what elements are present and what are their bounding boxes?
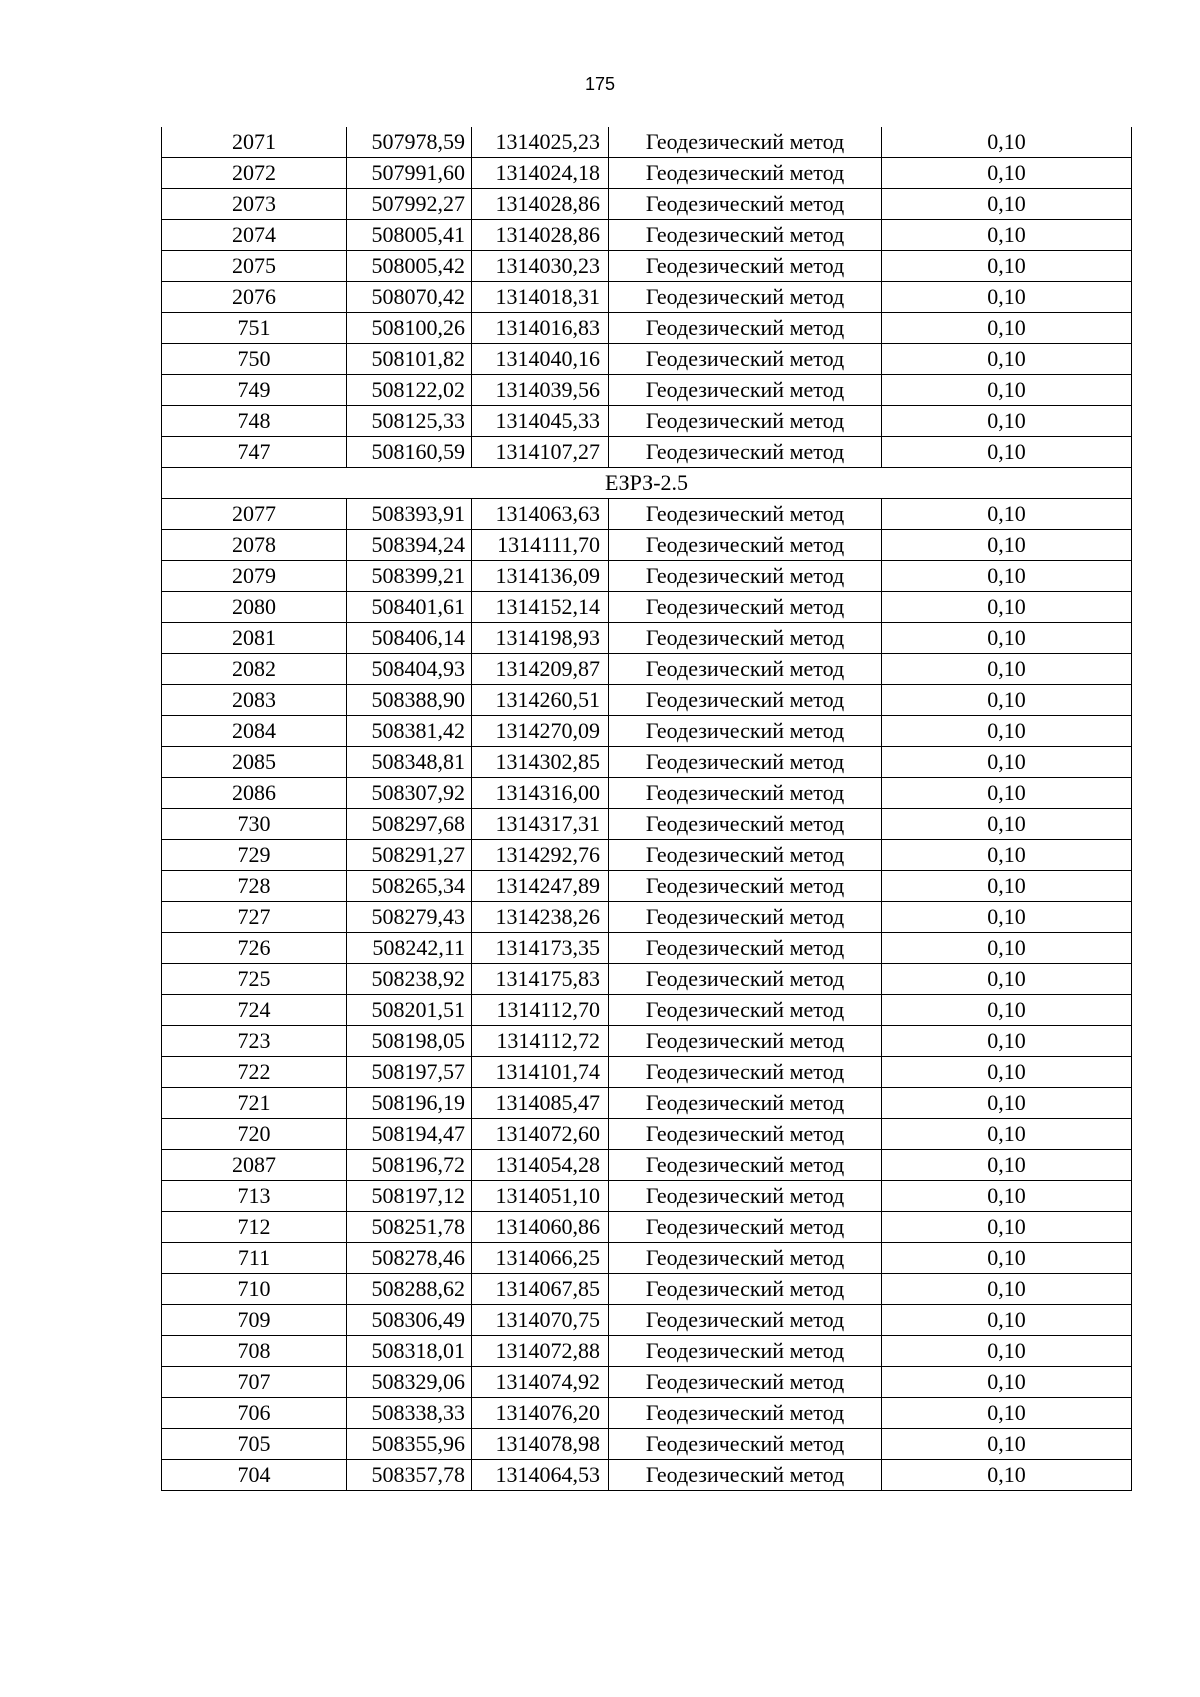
- y-coordinate-cell: 1314074,92: [472, 1367, 609, 1398]
- point-number-cell: 712: [162, 1212, 347, 1243]
- coordinates-table-body: [162, 127, 1132, 1491]
- accuracy-cell: 0,10: [882, 840, 1132, 871]
- point-number-cell: 709: [162, 1305, 347, 1336]
- accuracy-cell: 0,10: [882, 1026, 1132, 1057]
- method-cell: Геодезический метод: [609, 1429, 882, 1460]
- point-number-cell: 730: [162, 809, 347, 840]
- method-cell: Геодезический метод: [609, 1057, 882, 1088]
- x-coordinate-cell: 508125,33: [347, 406, 472, 437]
- method-cell: Геодезический метод: [609, 1150, 882, 1181]
- accuracy-cell: 0,10: [882, 995, 1132, 1026]
- x-coordinate-cell: 508197,12: [347, 1181, 472, 1212]
- accuracy-cell: 0,10: [882, 1057, 1132, 1088]
- point-number-cell: 2079: [162, 561, 347, 592]
- method-cell: Геодезический метод: [609, 251, 882, 282]
- accuracy-cell: 0,10: [882, 1336, 1132, 1367]
- table-row: [162, 282, 1132, 313]
- method-cell: Геодезический метод: [609, 747, 882, 778]
- table-row: [162, 1057, 1132, 1088]
- method-cell: Геодезический метод: [609, 189, 882, 220]
- point-number-cell: 723: [162, 1026, 347, 1057]
- x-coordinate-cell: 508196,72: [347, 1150, 472, 1181]
- method-cell: Геодезический метод: [609, 995, 882, 1026]
- table-row: [162, 406, 1132, 437]
- y-coordinate-cell: 1314173,35: [472, 933, 609, 964]
- method-cell: Геодезический метод: [609, 499, 882, 530]
- table-row: [162, 716, 1132, 747]
- table-row: [162, 1212, 1132, 1243]
- point-number-cell: 707: [162, 1367, 347, 1398]
- point-number-cell: 704: [162, 1460, 347, 1491]
- accuracy-cell: 0,10: [882, 933, 1132, 964]
- method-cell: Геодезический метод: [609, 1026, 882, 1057]
- section-header-row: [162, 468, 1132, 499]
- method-cell: Геодезический метод: [609, 840, 882, 871]
- point-number-cell: 2078: [162, 530, 347, 561]
- method-cell: Геодезический метод: [609, 282, 882, 313]
- point-number-cell: 748: [162, 406, 347, 437]
- table-row: [162, 1088, 1132, 1119]
- method-cell: Геодезический метод: [609, 1088, 882, 1119]
- x-coordinate-cell: 508388,90: [347, 685, 472, 716]
- y-coordinate-cell: 1314238,26: [472, 902, 609, 933]
- x-coordinate-cell: 508122,02: [347, 375, 472, 406]
- table-row: [162, 592, 1132, 623]
- method-cell: Геодезический метод: [609, 1119, 882, 1150]
- method-cell: Геодезический метод: [609, 933, 882, 964]
- accuracy-cell: 0,10: [882, 313, 1132, 344]
- point-number-cell: 751: [162, 313, 347, 344]
- accuracy-cell: 0,10: [882, 778, 1132, 809]
- x-coordinate-cell: 508278,46: [347, 1243, 472, 1274]
- method-cell: Геодезический метод: [609, 654, 882, 685]
- y-coordinate-cell: 1314024,18: [472, 158, 609, 189]
- table-row: [162, 685, 1132, 716]
- table-row: [162, 189, 1132, 220]
- table-row: [162, 933, 1132, 964]
- accuracy-cell: 0,10: [882, 623, 1132, 654]
- method-cell: Геодезический метод: [609, 1243, 882, 1274]
- method-cell: Геодезический метод: [609, 437, 882, 468]
- table-row: [162, 1243, 1132, 1274]
- table-row: [162, 1367, 1132, 1398]
- accuracy-cell: 0,10: [882, 592, 1132, 623]
- table-row: [162, 995, 1132, 1026]
- table-row: [162, 1026, 1132, 1057]
- table-row: [162, 530, 1132, 561]
- method-cell: Геодезический метод: [609, 716, 882, 747]
- accuracy-cell: 0,10: [882, 1150, 1132, 1181]
- point-number-cell: 750: [162, 344, 347, 375]
- method-cell: Геодезический метод: [609, 592, 882, 623]
- method-cell: Геодезический метод: [609, 964, 882, 995]
- method-cell: Геодезический метод: [609, 220, 882, 251]
- accuracy-cell: 0,10: [882, 499, 1132, 530]
- y-coordinate-cell: 1314247,89: [472, 871, 609, 902]
- point-number-cell: 729: [162, 840, 347, 871]
- table-row: [162, 158, 1132, 189]
- y-coordinate-cell: 1314111,70: [472, 530, 609, 561]
- table-row: [162, 1150, 1132, 1181]
- accuracy-cell: 0,10: [882, 1212, 1132, 1243]
- accuracy-cell: 0,10: [882, 344, 1132, 375]
- point-number-cell: 711: [162, 1243, 347, 1274]
- x-coordinate-cell: 508381,42: [347, 716, 472, 747]
- table-row: [162, 1336, 1132, 1367]
- accuracy-cell: 0,10: [882, 251, 1132, 282]
- table-row: [162, 809, 1132, 840]
- point-number-cell: 727: [162, 902, 347, 933]
- accuracy-cell: 0,10: [882, 437, 1132, 468]
- accuracy-cell: 0,10: [882, 964, 1132, 995]
- method-cell: Геодезический метод: [609, 1274, 882, 1305]
- x-coordinate-cell: 508357,78: [347, 1460, 472, 1491]
- y-coordinate-cell: 1314064,53: [472, 1460, 609, 1491]
- method-cell: Геодезический метод: [609, 375, 882, 406]
- point-number-cell: 2087: [162, 1150, 347, 1181]
- x-coordinate-cell: 508401,61: [347, 592, 472, 623]
- point-number-cell: 2082: [162, 654, 347, 685]
- method-cell: Геодезический метод: [609, 871, 882, 902]
- x-coordinate-cell: 508100,26: [347, 313, 472, 344]
- y-coordinate-cell: 1314101,74: [472, 1057, 609, 1088]
- point-number-cell: 749: [162, 375, 347, 406]
- x-coordinate-cell: 508406,14: [347, 623, 472, 654]
- accuracy-cell: 0,10: [882, 158, 1132, 189]
- table-row: [162, 747, 1132, 778]
- method-cell: Геодезический метод: [609, 1460, 882, 1491]
- accuracy-cell: 0,10: [882, 189, 1132, 220]
- accuracy-cell: 0,10: [882, 1367, 1132, 1398]
- y-coordinate-cell: 1314025,23: [472, 127, 609, 158]
- method-cell: Геодезический метод: [609, 809, 882, 840]
- table-row: [162, 344, 1132, 375]
- point-number-cell: 2073: [162, 189, 347, 220]
- x-coordinate-cell: 508198,05: [347, 1026, 472, 1057]
- point-number-cell: 720: [162, 1119, 347, 1150]
- accuracy-cell: 0,10: [882, 1274, 1132, 1305]
- y-coordinate-cell: 1314051,10: [472, 1181, 609, 1212]
- x-coordinate-cell: 508005,41: [347, 220, 472, 251]
- x-coordinate-cell: 508242,11: [347, 933, 472, 964]
- x-coordinate-cell: 508404,93: [347, 654, 472, 685]
- y-coordinate-cell: 1314175,83: [472, 964, 609, 995]
- accuracy-cell: 0,10: [882, 1181, 1132, 1212]
- point-number-cell: 2080: [162, 592, 347, 623]
- y-coordinate-cell: 1314039,56: [472, 375, 609, 406]
- accuracy-cell: 0,10: [882, 220, 1132, 251]
- y-coordinate-cell: 1314317,31: [472, 809, 609, 840]
- x-coordinate-cell: 508251,78: [347, 1212, 472, 1243]
- method-cell: Геодезический метод: [609, 902, 882, 933]
- point-number-cell: 2072: [162, 158, 347, 189]
- method-cell: Геодезический метод: [609, 778, 882, 809]
- table-row: [162, 1274, 1132, 1305]
- accuracy-cell: 0,10: [882, 809, 1132, 840]
- x-coordinate-cell: 508279,43: [347, 902, 472, 933]
- x-coordinate-cell: 508329,06: [347, 1367, 472, 1398]
- table-row: [162, 220, 1132, 251]
- point-number-cell: 747: [162, 437, 347, 468]
- y-coordinate-cell: 1314028,86: [472, 220, 609, 251]
- y-coordinate-cell: 1314076,20: [472, 1398, 609, 1429]
- point-number-cell: 2084: [162, 716, 347, 747]
- point-number-cell: 2074: [162, 220, 347, 251]
- y-coordinate-cell: 1314078,98: [472, 1429, 609, 1460]
- y-coordinate-cell: 1314136,09: [472, 561, 609, 592]
- y-coordinate-cell: 1314107,27: [472, 437, 609, 468]
- x-coordinate-cell: 508194,47: [347, 1119, 472, 1150]
- point-number-cell: 728: [162, 871, 347, 902]
- x-coordinate-cell: 508307,92: [347, 778, 472, 809]
- table-row: [162, 1305, 1132, 1336]
- y-coordinate-cell: 1314260,51: [472, 685, 609, 716]
- method-cell: Геодезический метод: [609, 1212, 882, 1243]
- point-number-cell: 721: [162, 1088, 347, 1119]
- x-coordinate-cell: 508399,21: [347, 561, 472, 592]
- point-number-cell: 2071: [162, 127, 347, 158]
- table-row: [162, 778, 1132, 809]
- x-coordinate-cell: 508291,27: [347, 840, 472, 871]
- table-row: [162, 1119, 1132, 1150]
- method-cell: Геодезический метод: [609, 1398, 882, 1429]
- y-coordinate-cell: 1314066,25: [472, 1243, 609, 1274]
- method-cell: Геодезический метод: [609, 623, 882, 654]
- point-number-cell: 710: [162, 1274, 347, 1305]
- x-coordinate-cell: 508394,24: [347, 530, 472, 561]
- table-row: [162, 902, 1132, 933]
- accuracy-cell: 0,10: [882, 530, 1132, 561]
- x-coordinate-cell: 508196,19: [347, 1088, 472, 1119]
- y-coordinate-cell: 1314072,60: [472, 1119, 609, 1150]
- coordinates-table: [161, 127, 1132, 1491]
- x-coordinate-cell: 508265,34: [347, 871, 472, 902]
- table-row: [162, 499, 1132, 530]
- y-coordinate-cell: 1314030,23: [472, 251, 609, 282]
- point-number-cell: 722: [162, 1057, 347, 1088]
- accuracy-cell: 0,10: [882, 282, 1132, 313]
- point-number-cell: 725: [162, 964, 347, 995]
- x-coordinate-cell: 508197,57: [347, 1057, 472, 1088]
- accuracy-cell: 0,10: [882, 1305, 1132, 1336]
- point-number-cell: 724: [162, 995, 347, 1026]
- accuracy-cell: 0,10: [882, 1398, 1132, 1429]
- accuracy-cell: 0,10: [882, 1460, 1132, 1491]
- point-number-cell: 2075: [162, 251, 347, 282]
- accuracy-cell: 0,10: [882, 406, 1132, 437]
- method-cell: Геодезический метод: [609, 1305, 882, 1336]
- x-coordinate-cell: 508160,59: [347, 437, 472, 468]
- table-row: [162, 251, 1132, 282]
- method-cell: Геодезический метод: [609, 158, 882, 189]
- y-coordinate-cell: 1314112,70: [472, 995, 609, 1026]
- accuracy-cell: 0,10: [882, 654, 1132, 685]
- table-row: [162, 375, 1132, 406]
- point-number-cell: 726: [162, 933, 347, 964]
- x-coordinate-cell: 508393,91: [347, 499, 472, 530]
- accuracy-cell: 0,10: [882, 1088, 1132, 1119]
- x-coordinate-cell: 508288,62: [347, 1274, 472, 1305]
- y-coordinate-cell: 1314060,86: [472, 1212, 609, 1243]
- point-number-cell: 2085: [162, 747, 347, 778]
- table-row: [162, 623, 1132, 654]
- y-coordinate-cell: 1314209,87: [472, 654, 609, 685]
- y-coordinate-cell: 1314270,09: [472, 716, 609, 747]
- table-row: [162, 654, 1132, 685]
- point-number-cell: 2086: [162, 778, 347, 809]
- y-coordinate-cell: 1314292,76: [472, 840, 609, 871]
- method-cell: Геодезический метод: [609, 561, 882, 592]
- table-row: [162, 840, 1132, 871]
- y-coordinate-cell: 1314045,33: [472, 406, 609, 437]
- method-cell: Геодезический метод: [609, 406, 882, 437]
- y-coordinate-cell: 1314028,86: [472, 189, 609, 220]
- point-number-cell: 713: [162, 1181, 347, 1212]
- table-row: [162, 1398, 1132, 1429]
- table-row: [162, 127, 1132, 158]
- y-coordinate-cell: 1314040,16: [472, 344, 609, 375]
- table-row: [162, 871, 1132, 902]
- table-row: [162, 313, 1132, 344]
- y-coordinate-cell: 1314316,00: [472, 778, 609, 809]
- accuracy-cell: 0,10: [882, 685, 1132, 716]
- accuracy-cell: 0,10: [882, 1119, 1132, 1150]
- y-coordinate-cell: 1314072,88: [472, 1336, 609, 1367]
- accuracy-cell: 0,10: [882, 716, 1132, 747]
- accuracy-cell: 0,10: [882, 871, 1132, 902]
- section-title: ЕЗРЗ-2.5: [162, 468, 1132, 499]
- method-cell: Геодезический метод: [609, 344, 882, 375]
- point-number-cell: 705: [162, 1429, 347, 1460]
- accuracy-cell: 0,10: [882, 1429, 1132, 1460]
- y-coordinate-cell: 1314198,93: [472, 623, 609, 654]
- x-coordinate-cell: 508297,68: [347, 809, 472, 840]
- x-coordinate-cell: 508101,82: [347, 344, 472, 375]
- y-coordinate-cell: 1314085,47: [472, 1088, 609, 1119]
- accuracy-cell: 0,10: [882, 902, 1132, 933]
- y-coordinate-cell: 1314018,31: [472, 282, 609, 313]
- method-cell: Геодезический метод: [609, 1336, 882, 1367]
- table-row: [162, 561, 1132, 592]
- x-coordinate-cell: 507978,59: [347, 127, 472, 158]
- method-cell: Геодезический метод: [609, 127, 882, 158]
- x-coordinate-cell: 508355,96: [347, 1429, 472, 1460]
- method-cell: Геодезический метод: [609, 685, 882, 716]
- point-number-cell: 2077: [162, 499, 347, 530]
- table-row: [162, 1181, 1132, 1212]
- method-cell: Геодезический метод: [609, 1181, 882, 1212]
- accuracy-cell: 0,10: [882, 561, 1132, 592]
- accuracy-cell: 0,10: [882, 127, 1132, 158]
- x-coordinate-cell: 508238,92: [347, 964, 472, 995]
- x-coordinate-cell: 508306,49: [347, 1305, 472, 1336]
- x-coordinate-cell: 507992,27: [347, 189, 472, 220]
- point-number-cell: 708: [162, 1336, 347, 1367]
- y-coordinate-cell: 1314302,85: [472, 747, 609, 778]
- table-row: [162, 437, 1132, 468]
- method-cell: Геодезический метод: [609, 313, 882, 344]
- y-coordinate-cell: 1314054,28: [472, 1150, 609, 1181]
- point-number-cell: 2081: [162, 623, 347, 654]
- method-cell: Геодезический метод: [609, 530, 882, 561]
- point-number-cell: 706: [162, 1398, 347, 1429]
- point-number-cell: 2083: [162, 685, 347, 716]
- accuracy-cell: 0,10: [882, 747, 1132, 778]
- x-coordinate-cell: 508348,81: [347, 747, 472, 778]
- x-coordinate-cell: 508338,33: [347, 1398, 472, 1429]
- method-cell: Геодезический метод: [609, 1367, 882, 1398]
- table-row: [162, 1460, 1132, 1491]
- y-coordinate-cell: 1314112,72: [472, 1026, 609, 1057]
- y-coordinate-cell: 1314067,85: [472, 1274, 609, 1305]
- y-coordinate-cell: 1314063,63: [472, 499, 609, 530]
- accuracy-cell: 0,10: [882, 375, 1132, 406]
- x-coordinate-cell: 508201,51: [347, 995, 472, 1026]
- x-coordinate-cell: 508318,01: [347, 1336, 472, 1367]
- page-number: 175: [584, 74, 616, 94]
- point-number-cell: 2076: [162, 282, 347, 313]
- y-coordinate-cell: 1314070,75: [472, 1305, 609, 1336]
- x-coordinate-cell: 508005,42: [347, 251, 472, 282]
- accuracy-cell: 0,10: [882, 1243, 1132, 1274]
- y-coordinate-cell: 1314016,83: [472, 313, 609, 344]
- table-row: [162, 1429, 1132, 1460]
- x-coordinate-cell: 507991,60: [347, 158, 472, 189]
- y-coordinate-cell: 1314152,14: [472, 592, 609, 623]
- x-coordinate-cell: 508070,42: [347, 282, 472, 313]
- table-row: [162, 964, 1132, 995]
